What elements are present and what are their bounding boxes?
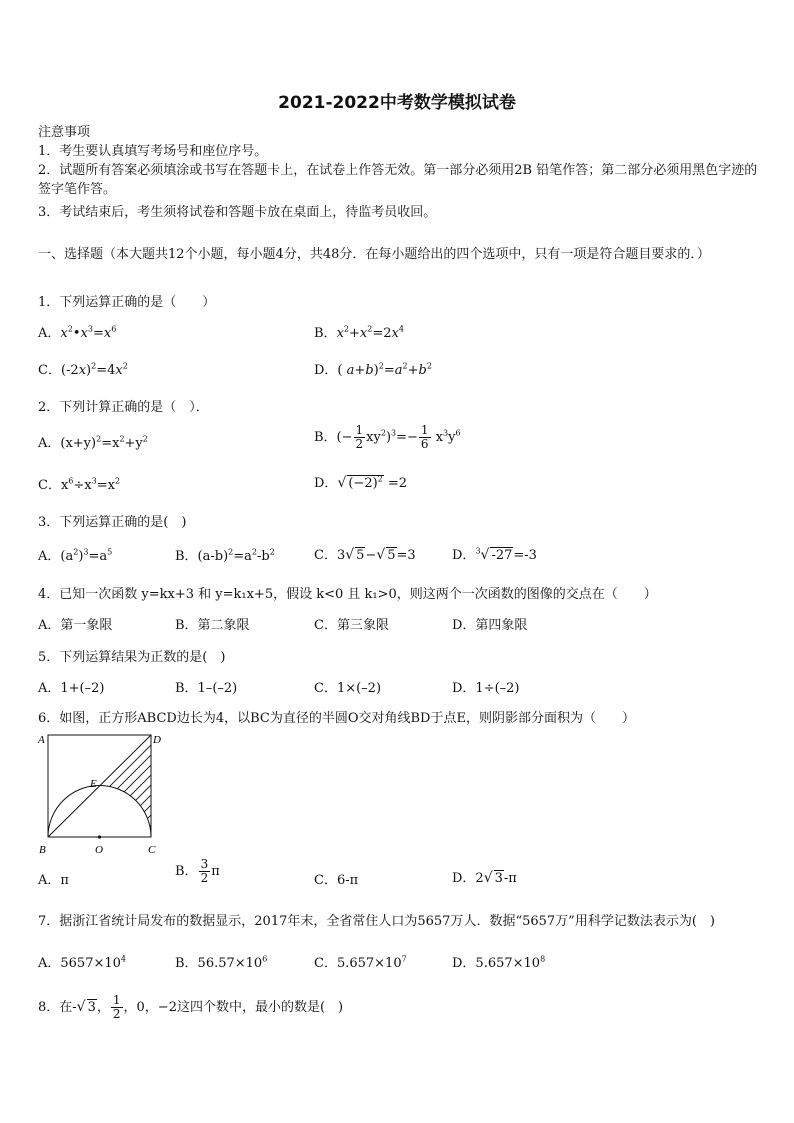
q2-option-d: D．√ $(-2)^2 =2$ — [314, 474, 408, 491]
q5-stem: 5．下列运算结果为正数的是( ) — [38, 650, 226, 665]
q2-stem: 2．下列计算正确的是（ ）． — [38, 400, 209, 415]
q7-stem: 7．据浙江省统计局发布的数据显示，2017年末，全省常住人口为5657万人．数据“5657万”用科学记数法表示为( ) — [38, 914, 715, 929]
section-heading: 一、选择题（本大题共12个小题，每小题4分，共48分．在每小题给出的四个选项中，只有一项是符合题目要求的．） — [38, 247, 710, 262]
q4-option-d: D．第四象限 — [452, 618, 528, 633]
q3-option-b: B．$(a-b)^2=a^2-b^2$ — [175, 547, 275, 564]
semicircle-o — [48, 786, 151, 838]
q7-option-c: C．$5.657\times 10^7$ — [314, 954, 407, 971]
q1-option-b: B．$x^2+x^2=2x^4$ — [314, 324, 404, 341]
q2-option-c: C．$x^6\div x^3=x^2$ — [38, 476, 121, 493]
q1-stem: 1．下列运算正确的是（ ） — [38, 295, 216, 310]
notice-item-1: 1．考生要认真填写考场号和座位序号。 — [38, 144, 268, 159]
q3-option-a: A．$(a^2)^3=a^5$ — [38, 547, 113, 564]
q3-option-c: C．3√ 5−√ 5=3 — [314, 547, 416, 563]
q6-option-c: C．6-π — [314, 873, 359, 888]
q5-option-a: A．1+(–2) — [38, 681, 105, 696]
center-point-o — [98, 835, 101, 838]
label-b: B — [39, 844, 46, 856]
q1-option-c: C．$(-2x)^2=4x^2$ — [38, 361, 128, 378]
notice-item-3: 3．考试结束后，考生须将试卷和答题卡放在桌面上，待监考员收回。 — [38, 205, 437, 220]
q3-option-d: D．$^3$√ -27=-3 — [452, 546, 537, 563]
notice-item-2: 2．试题所有答案必须填涂或书写在答题卡上，在试卷上作答无效。第一部分必须用2B 铅笔作答；第二部分必须用黑色字迹的签字笔作答。 — [38, 163, 758, 197]
square-semicircle-figure — [36, 730, 166, 856]
q6-option-d: D．2√ 3-π — [452, 870, 517, 886]
q4-option-c: C．第三象限 — [314, 618, 389, 633]
q2-option-a: A．$(x+y)^2=x^2+y^2$ — [38, 434, 148, 451]
q4-stem: 4．已知一次函数 y=kx+3 和 y=k₁x+5，假设 k<0 且 k₁>0，则这两个一次函数的图像的交点在（ ） — [38, 587, 657, 602]
q4-option-b: B．第二象限 — [175, 618, 250, 633]
q6-stem: 6．如图，正方形ABCD边长为4，以BC为直径的半圆O交对角线BD于点E，则阴影部分面积为（ ） — [38, 711, 635, 726]
q3-stem: 3．下列运算正确的是( ) — [38, 515, 187, 530]
q7-option-a: A．$5657\times 10^4$ — [38, 954, 127, 971]
label-e: E — [90, 778, 97, 790]
q6-option-b: B． $\frac{3}{2}$ π — [175, 857, 220, 885]
label-a: A — [38, 734, 45, 746]
q7-option-b: B．$56.57\times 10^6$ — [175, 954, 268, 971]
q7-option-d: D．$5.657\times 10^8$ — [452, 954, 546, 971]
q5-option-b: B．1–(–2) — [175, 681, 238, 696]
q5-option-c: C．1×(–2) — [314, 681, 382, 696]
notice-heading: 注意事项 — [38, 125, 91, 140]
q1-option-a: A．$x^2•x^3=x^6$ — [38, 324, 117, 341]
q2-option-b: B．(− $\frac{1}{2}$ $xy^2)^3=-$ $\frac{1}{6}$ $x^3y^6$ — [314, 423, 461, 451]
label-o: O — [95, 844, 103, 856]
label-c: C — [148, 844, 156, 856]
q1-option-d: D．( $a+b)^2=a^2+b^2$ — [314, 361, 432, 378]
page-title: 2021-2022中考数学模拟试卷 — [278, 93, 516, 113]
label-d: D — [153, 734, 161, 746]
q4-option-a: A．第一象限 — [38, 618, 113, 633]
q8-stem: 8．在-√ 3， $\frac{1}{2}$ ，0，−2这四个数中，最小的数是( ) — [38, 993, 344, 1021]
q6-option-a: A．π — [38, 873, 69, 888]
q5-option-d: D．1÷(–2) — [452, 681, 520, 696]
